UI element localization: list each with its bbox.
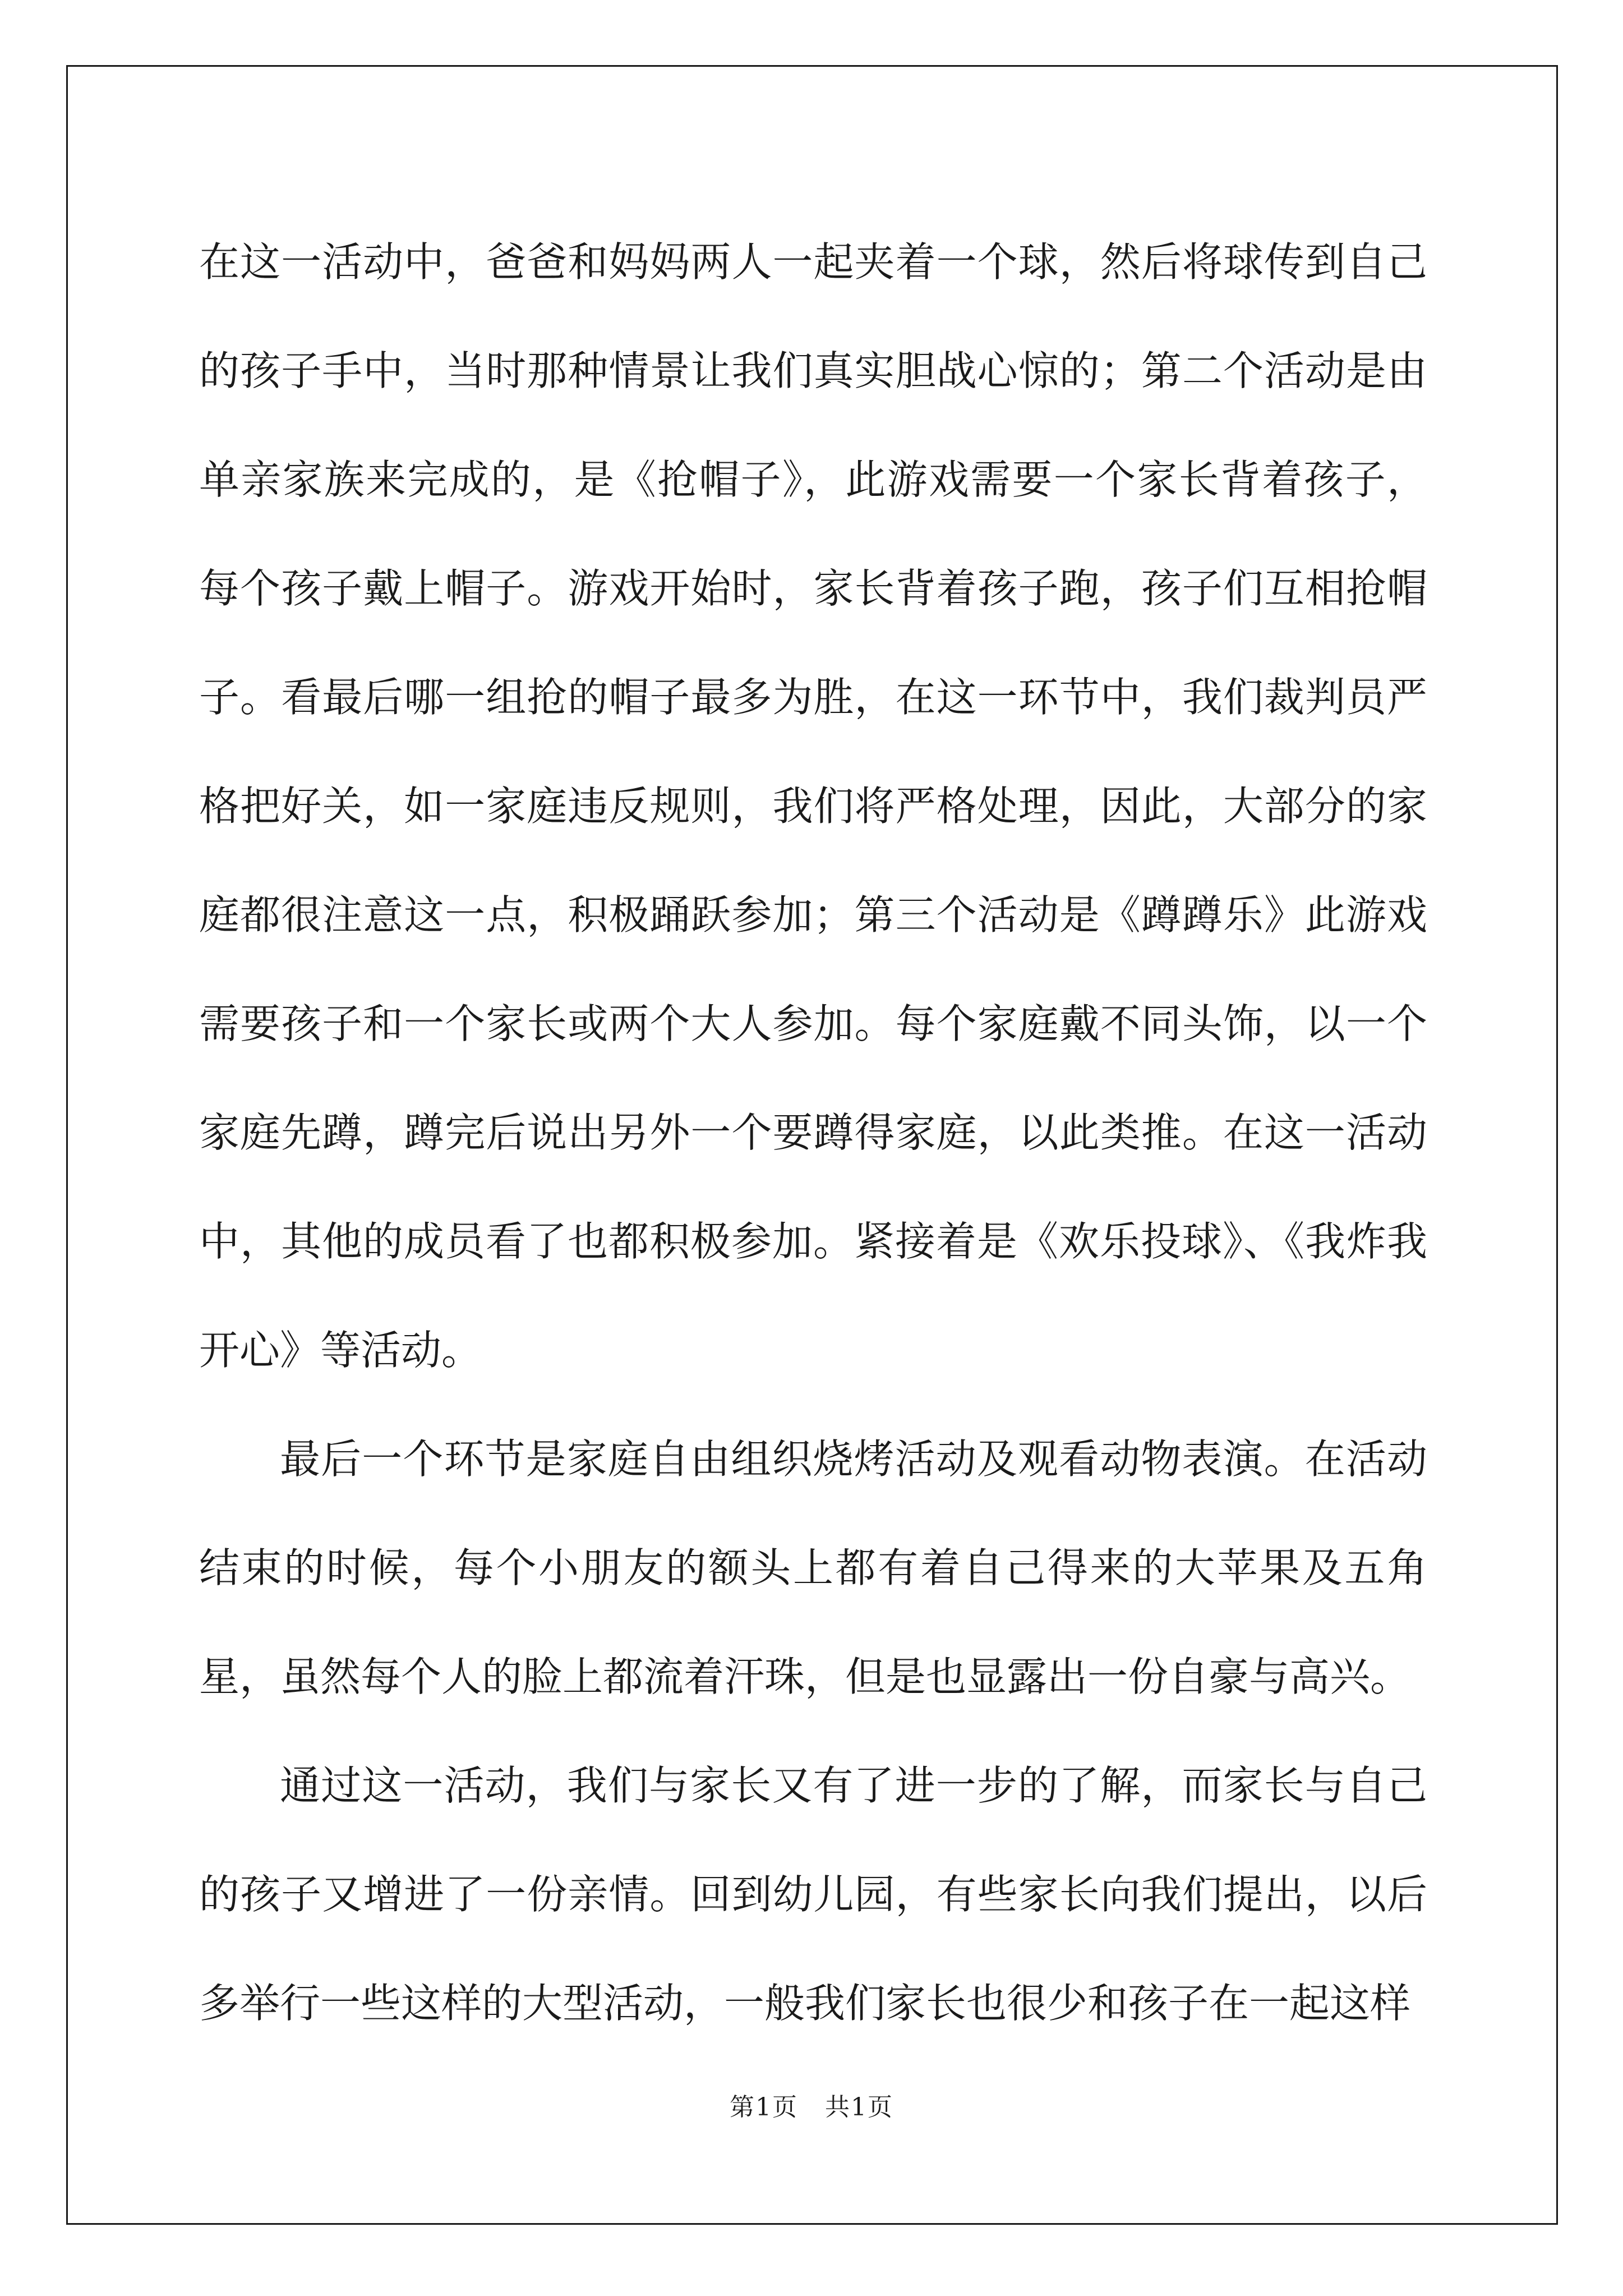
paragraph-2: 最后一个环节是家庭自由组织烧烤活动及观看动物表演。在活动结束的时候，每个小朋友的额头上都有着自己得来的大苹果及五角星，虽然每个人的脸上都流着汗珠，但是也显露出一份自豪与高兴。 (199, 1435, 1427, 1700)
page-number: 第1页 (730, 2093, 798, 2122)
paragraph-3: 通过这一活动，我们与家长又有了进一步的了解，而家长与自己的孩子又增进了一份亲情。回到幼儿园，有些家长向我们提出，以后多举行一些这样的大型活动，一般我们家长也很少和孩子在一起这样 (199, 1762, 1427, 2027)
document-body (199, 208, 1427, 2058)
paragraph-1: 在这一活动中，爸爸和妈妈两人一起夹着一个球，然后将球传到自己的孩子手中，当时那种情景让我们真实胆战心惊的；第二个活动是由单亲家族来完成的，是《抢帽子》，此游戏需要一个家长背着孩子，每个孩子戴上帽子。游戏开始时，家长背着孩子跑，孩子们互相抢帽子。看最后哪一组抢的帽子最多为胜，在这一环节中，我们裁判员严格把好关，如一家庭违反规则，我们将严格处理，因此，大部分的家庭都很注意这一点，积极踊跃参加；第三个活动是《蹲蹲乐》此游戏需要孩子和一个家长或两个大人参加。每个家庭戴不同头饰，以一个家庭先蹲，蹲完后说出另外一个要蹲得家庭，以此类推。在这一活动中，其他的成员看了也都积极参加。紧接着是《欢乐投球》、《我炸我开心》等活动。 (199, 238, 1427, 1374)
page-total: 共1页 (825, 2093, 893, 2122)
page-footer (0, 2087, 1623, 2123)
